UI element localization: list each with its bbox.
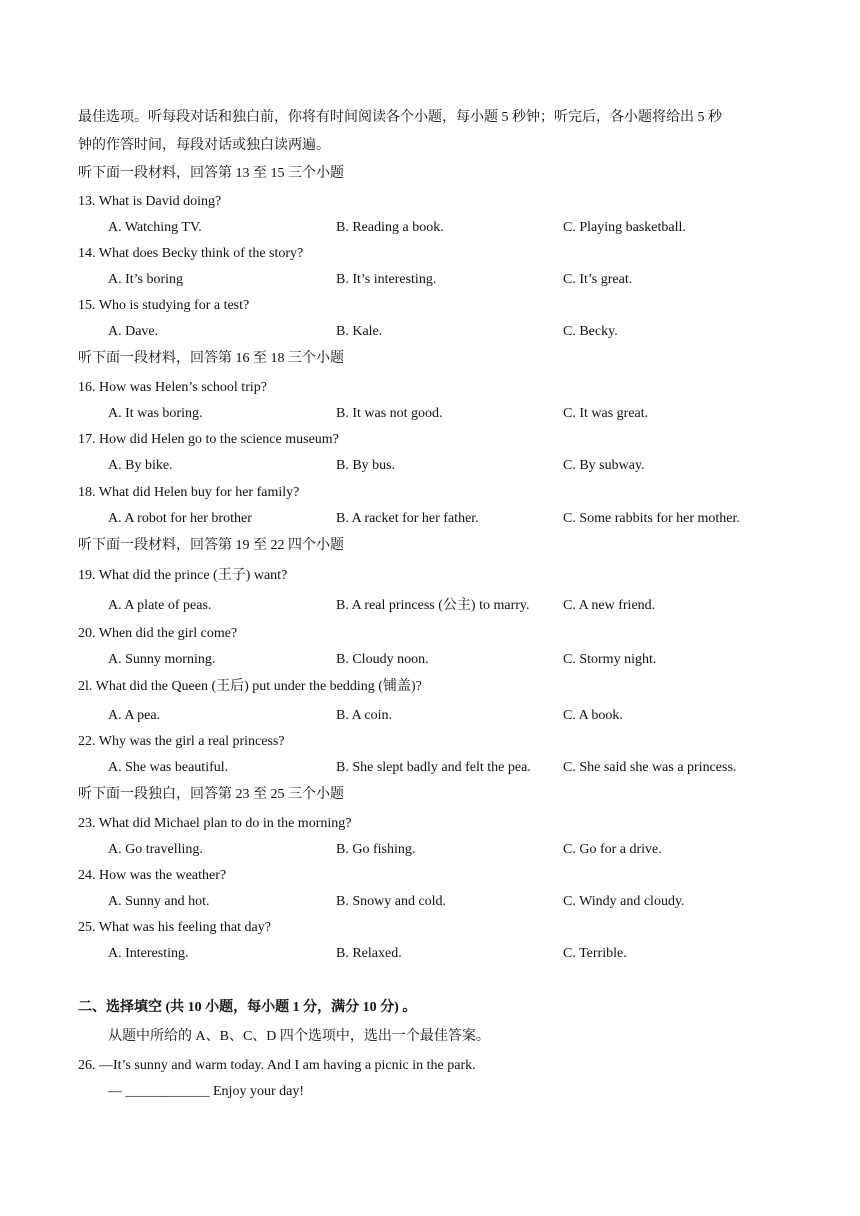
question-26: 26. —It’s sunny and warm today. And I am having a picnic in the park. (78, 1058, 476, 1073)
q13-option-a: A. Watching TV. (108, 220, 202, 235)
question-24: 24. How was the weather? (78, 868, 227, 883)
q15-option-a: A. Dave. (108, 324, 159, 339)
q18-option-a: A. A robot for her brother (108, 511, 252, 526)
q20-option-c: C. Stormy night. (563, 652, 657, 667)
q22-option-b: B. She slept badly and felt the pea. (336, 760, 531, 775)
q13-option-c: C. Playing basketball. (563, 220, 686, 235)
q18-option-b: B. A racket for her father. (336, 511, 479, 526)
q20-option-b: B. Cloudy noon. (336, 652, 429, 667)
intro-line-1: 最佳选项。听每段对话和独白前，你将有时间阅读各个小题，每小题 5 秒钟；听完后，各小题将给出 5 秒 (78, 110, 722, 125)
q20-option-a: A. Sunny morning. (108, 652, 216, 667)
question-14: 14. What does Becky think of the story? (78, 246, 304, 261)
q23-option-a: A. Go travelling. (108, 842, 203, 857)
question-26-response: — ____________ Enjoy your day! (108, 1084, 304, 1099)
q23-option-b: B. Go fishing. (336, 842, 416, 857)
q15-option-b: B. Kale. (336, 324, 383, 339)
q14-option-b: B. It’s interesting. (336, 272, 437, 287)
q21-option-a: A. A pea. (108, 708, 161, 723)
q24-option-c: C. Windy and cloudy. (563, 894, 685, 909)
q14-option-c: C. It’s great. (563, 272, 633, 287)
section-heading: 听下面一段材料，回答第 16 至 18 三个小题 (78, 351, 344, 366)
q16-option-c: C. It was great. (563, 406, 649, 421)
q14-option-a: A. It’s boring (108, 272, 184, 287)
question-16: 16. How was Helen’s school trip? (78, 380, 267, 395)
q19-option-b: B. A real princess (公主) to marry. (336, 598, 530, 613)
q25-option-b: B. Relaxed. (336, 946, 402, 961)
question-13: 13. What is David doing? (78, 194, 222, 209)
q15-option-c: C. Becky. (563, 324, 618, 339)
question-20: 20. When did the girl come? (78, 626, 238, 641)
question-25: 25. What was his feeling that day? (78, 920, 271, 935)
part2-instruction: 从题中所给的 A、B、C、D 四个选项中，选出一个最佳答案。 (108, 1029, 490, 1044)
question-15: 15. Who is studying for a test? (78, 298, 250, 313)
question-23: 23. What did Michael plan to do in the morning? (78, 816, 352, 831)
question-18: 18. What did Helen buy for her family? (78, 485, 300, 500)
q17-option-c: C. By subway. (563, 458, 645, 473)
q17-option-b: B. By bus. (336, 458, 396, 473)
q25-option-a: A. Interesting. (108, 946, 189, 961)
section-heading: 听下面一段材料，回答第 13 至 15 三个小题 (78, 166, 344, 181)
question-19: 19. What did the prince (王子) want? (78, 568, 288, 583)
q16-option-a: A. It was boring. (108, 406, 203, 421)
intro-line-2: 钟的作答时间，每段对话或独白读两遍。 (78, 138, 330, 153)
q16-option-b: B. It was not good. (336, 406, 443, 421)
question-21: 2l. What did the Queen (王后) put under the bedding (铺盖)? (78, 679, 422, 694)
q24-option-b: B. Snowy and cold. (336, 894, 447, 909)
q17-option-a: A. By bike. (108, 458, 173, 473)
q18-option-c: C. Some rabbits for her mother. (563, 511, 740, 526)
q19-option-a: A. A plate of peas. (108, 598, 212, 613)
question-22: 22. Why was the girl a real princess? (78, 734, 285, 749)
q24-option-a: A. Sunny and hot. (108, 894, 210, 909)
q19-option-c: C. A new friend. (563, 598, 656, 613)
part2-title: 二、选择填空 (共 10 小题，每小题 1 分，满分 10 分) 。 (78, 1000, 417, 1015)
q22-option-a: A. She was beautiful. (108, 760, 229, 775)
q13-option-b: B. Reading a book. (336, 220, 444, 235)
q23-option-c: C. Go for a drive. (563, 842, 662, 857)
q25-option-c: C. Terrible. (563, 946, 627, 961)
question-17: 17. How did Helen go to the science museum? (78, 432, 339, 447)
q21-option-c: C. A book. (563, 708, 623, 723)
q22-option-c: C. She said she was a princess. (563, 760, 737, 775)
section-heading: 听下面一段材料，回答第 19 至 22 四个小题 (78, 538, 344, 553)
q21-option-b: B. A coin. (336, 708, 393, 723)
section-heading: 听下面一段独白，回答第 23 至 25 三个小题 (78, 787, 344, 802)
